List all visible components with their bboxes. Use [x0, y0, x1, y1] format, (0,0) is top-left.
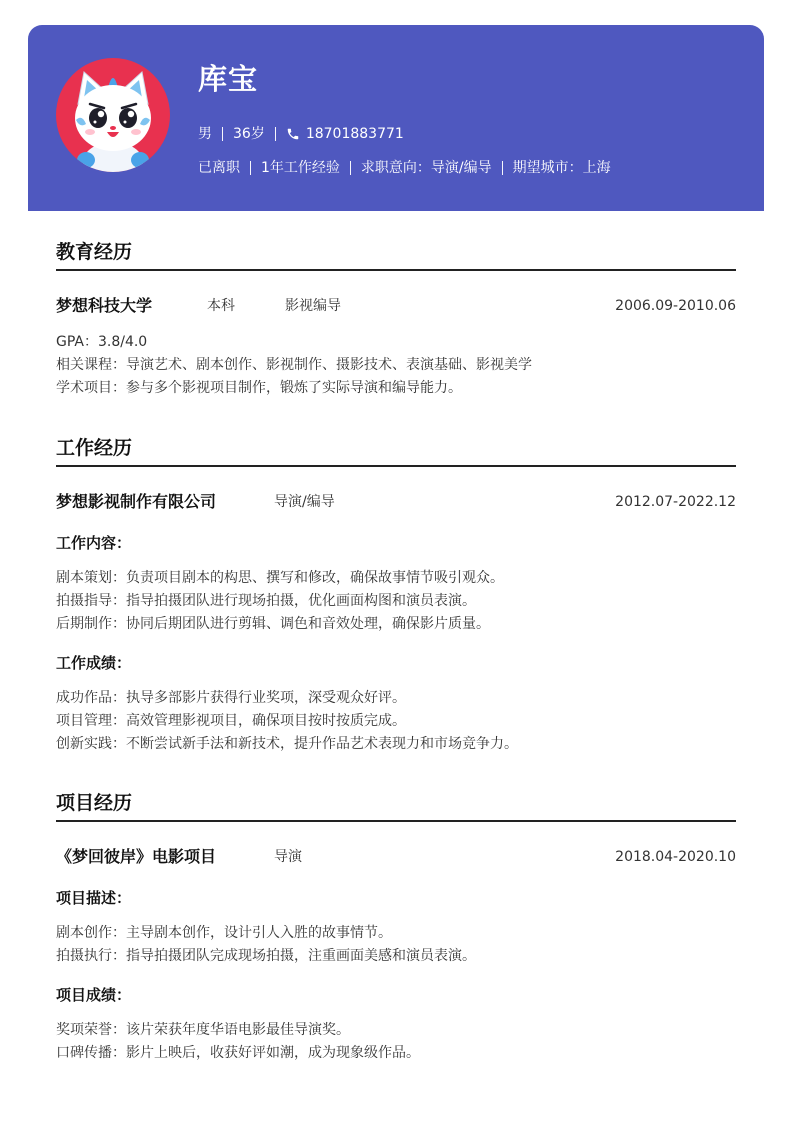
project-name: 《梦回彼岸》电影项目 — [56, 847, 217, 866]
education-date: 2006.09-2010.06 — [615, 298, 736, 314]
project-desc-line: 剧本创作：主导剧本创作，设计引人入胜的故事情节。 — [56, 925, 392, 941]
work-date: 2012.07-2022.12 — [615, 494, 736, 510]
work-content-line: 拍摄指导：指导拍摄团队进行现场拍摄，优化画面构图和演员表演。 — [56, 593, 476, 609]
separator — [502, 161, 503, 175]
job-intention: 求职意向：导演/编导 — [360, 160, 492, 176]
expected-city: 期望城市：上海 — [512, 160, 611, 176]
work-role: 导演/编导 — [274, 494, 335, 510]
separator — [222, 127, 223, 141]
work-achievement-line: 项目管理：高效管理影视项目，确保项目按时按质完成。 — [56, 713, 406, 729]
major: 影视编导 — [285, 298, 341, 314]
work-content-title: 工作内容： — [56, 534, 132, 552]
separator — [250, 161, 251, 175]
candidate-name: 库宝 — [198, 62, 259, 96]
project-desc-title: 项目描述： — [56, 889, 132, 907]
project-section-title: 项目经历 — [56, 792, 133, 814]
basic-info-line — [198, 124, 404, 144]
work-content-line: 剧本策划：负责项目剧本的构思、撰写和修改，确保故事情节吸引观众。 — [56, 570, 504, 586]
project-desc-line: 拍摄执行：指导拍摄团队完成现场拍摄，注重画面美感和演员表演。 — [56, 948, 476, 964]
section-divider — [56, 820, 736, 822]
separator — [350, 161, 351, 175]
separator — [275, 127, 276, 141]
section-divider — [56, 465, 736, 467]
project-date: 2018.04-2020.10 — [615, 849, 736, 865]
work-achievement-line: 创新实践：不断尝试新手法和新技术，提升作品艺术表现力和市场竞争力。 — [56, 736, 518, 752]
project-achievement-line: 奖项荣誉：该片荣获年度华语电影最佳导演奖。 — [56, 1022, 350, 1038]
work-achievement-title: 工作成绩： — [56, 654, 132, 672]
work-achievement-line: 成功作品：执导多部影片获得行业奖项，深受观众好评。 — [56, 690, 406, 706]
education-section-title: 教育经历 — [56, 241, 133, 263]
age: 36岁 — [233, 126, 265, 142]
section-divider — [56, 269, 736, 271]
education-line: GPA：3.8/4.0 — [56, 334, 148, 350]
school-name: 梦想科技大学 — [56, 296, 153, 315]
work-section-title: 工作经历 — [56, 437, 133, 459]
degree: 本科 — [207, 298, 235, 314]
work-content-line: 后期制作：协同后期团队进行剪辑、调色和音效处理，确保影片质量。 — [56, 616, 490, 632]
phone-number[interactable]: 18701883771 — [305, 126, 404, 142]
project-role: 导演 — [274, 849, 302, 865]
avatar — [56, 58, 170, 172]
profile-header — [28, 25, 764, 211]
company-name: 梦想影视制作有限公司 — [56, 492, 217, 511]
education-line: 相关课程：导演艺术、剧本创作、影视制作、摄影技术、表演基础、影视美学 — [56, 357, 532, 373]
gender: 男 — [198, 126, 212, 142]
job-status: 已离职 — [198, 160, 240, 176]
work-experience: 1年工作经验 — [261, 160, 340, 176]
cat-mascot-icon — [56, 58, 170, 172]
education-line: 学术项目：参与多个影视项目制作，锻炼了实际导演和编导能力。 — [56, 380, 462, 396]
phone-icon — [286, 127, 300, 141]
job-info-line — [198, 158, 611, 178]
project-achievement-line: 口碑传播：影片上映后，收获好评如潮，成为现象级作品。 — [56, 1045, 420, 1061]
project-achievement-title: 项目成绩： — [56, 986, 132, 1004]
